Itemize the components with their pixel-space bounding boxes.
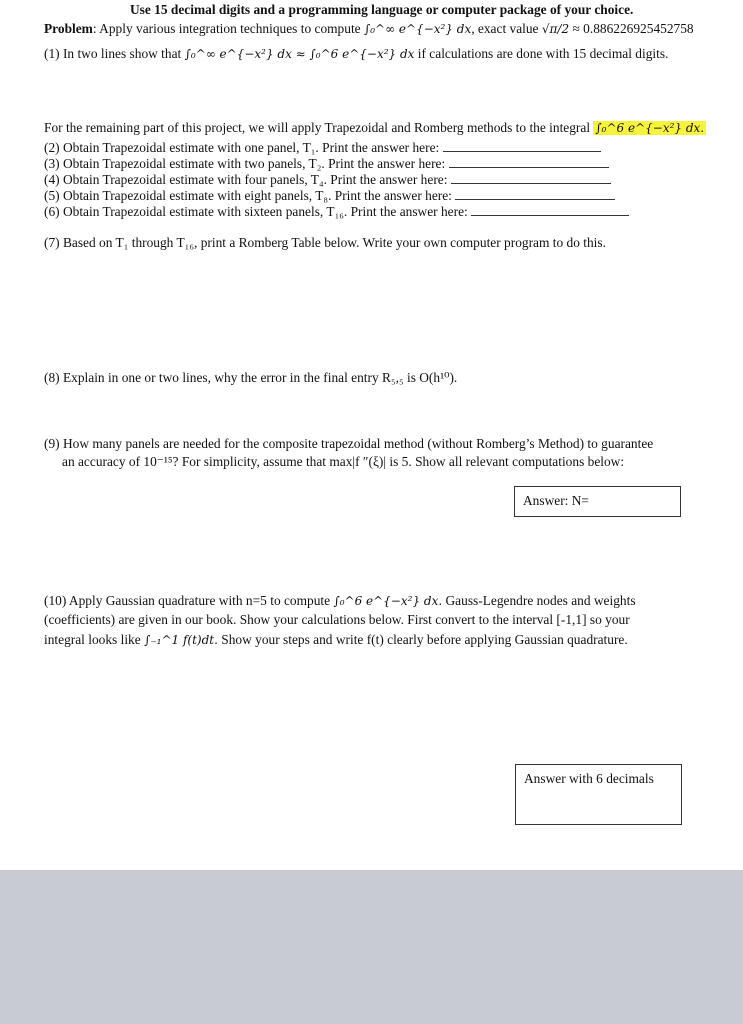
question-9-line-2: an accuracy of 10⁻¹⁵? For simplicity, assume that max|f ″(ξ)| is 5. Show all relevant computations below:	[62, 454, 625, 469]
question-2: (2) Obtain Trapezoidal estimate with one panel, T₁. Print the answer here:	[44, 140, 601, 156]
question-10-line-2: (coefficients) are given in our book. Show your calculations below. First convert to the interval [-1,1] so your	[44, 612, 630, 627]
exact-expr: √π/2	[541, 22, 570, 36]
answer-blank-t16[interactable]	[471, 204, 629, 216]
integral-highlight: ∫₀^6 e^{−x²} dx.	[595, 121, 705, 135]
question-9-line-1: (9) How many panels are needed for the composite trapezoidal method (without Romberg’s Method) to guarantee	[44, 436, 654, 451]
question-6: (6) Obtain Trapezoidal estimate with sixteen panels, T₁₆. Print the answer here:	[44, 204, 629, 220]
answer-blank-t4[interactable]	[451, 172, 611, 184]
question-7: (7) Based on T₁ through T₁₆, print a Romberg Table below. Write your own computer program to do this.	[44, 235, 606, 250]
intro-text: For the remaining part of this project, we will apply Trapezoidal and Romberg methods to the integral ∫₀^6 e^{−x²} dx.	[44, 120, 705, 135]
question-10-line-1: (10) Apply Gaussian quadrature with n=5 to compute ∫₀^6 e^{−x²} dx. Gauss-Legendre nodes and weights	[44, 593, 636, 608]
answer-blank-t2[interactable]	[449, 156, 609, 168]
problem-label: Problem	[44, 21, 93, 36]
answer-box-gauss[interactable]: Answer with 6 decimals	[515, 764, 682, 825]
problem-statement: Problem: Apply various integration techniques to compute ∫₀^∞ e^{−x²} dx, exact value √π/2 ≈ 0.886226925452758	[44, 21, 694, 36]
integral-main: ∫₀^∞ e^{−x²} dx	[363, 22, 472, 36]
answer-blank-t8[interactable]	[455, 188, 615, 200]
question-3: (3) Obtain Trapezoidal estimate with two panels, T₂. Print the answer here:	[44, 156, 609, 172]
q10-integral: ∫₀^6 e^{−x²} dx.	[333, 594, 443, 608]
exact-value: ≈ 0.886226925452758	[572, 21, 694, 36]
question-1: (1) In two lines show that ∫₀^∞ e^{−x²} dx ≈ ∫₀^6 e^{−x²} dx if calculations are done with 15 decimal digits.	[44, 46, 669, 61]
q1-relation: ∫₀^∞ e^{−x²} dx ≈ ∫₀^6 e^{−x²} dx	[184, 47, 415, 61]
answer-box-n[interactable]: Answer: N=	[514, 486, 681, 517]
question-8: (8) Explain in one or two lines, why the error in the final entry R₅,₅ is O(h¹⁰).	[44, 370, 458, 385]
answer-blank-t1[interactable]	[443, 140, 601, 152]
q10-ft-integral: ∫₋₁^1 f(t)dt.	[144, 633, 218, 647]
viewer-footer-area	[0, 870, 743, 1024]
question-5: (5) Obtain Trapezoidal estimate with eight panels, T₈. Print the answer here:	[44, 188, 615, 204]
question-4: (4) Obtain Trapezoidal estimate with four panels, T₄. Print the answer here:	[44, 172, 611, 188]
question-10-line-3: integral looks like ∫₋₁^1 f(t)dt. Show your steps and write f(t) clearly before applying Gaussian quadrature.	[44, 632, 628, 647]
page-title: Use 15 decimal digits and a programming language or computer package of your choice.	[130, 2, 634, 17]
